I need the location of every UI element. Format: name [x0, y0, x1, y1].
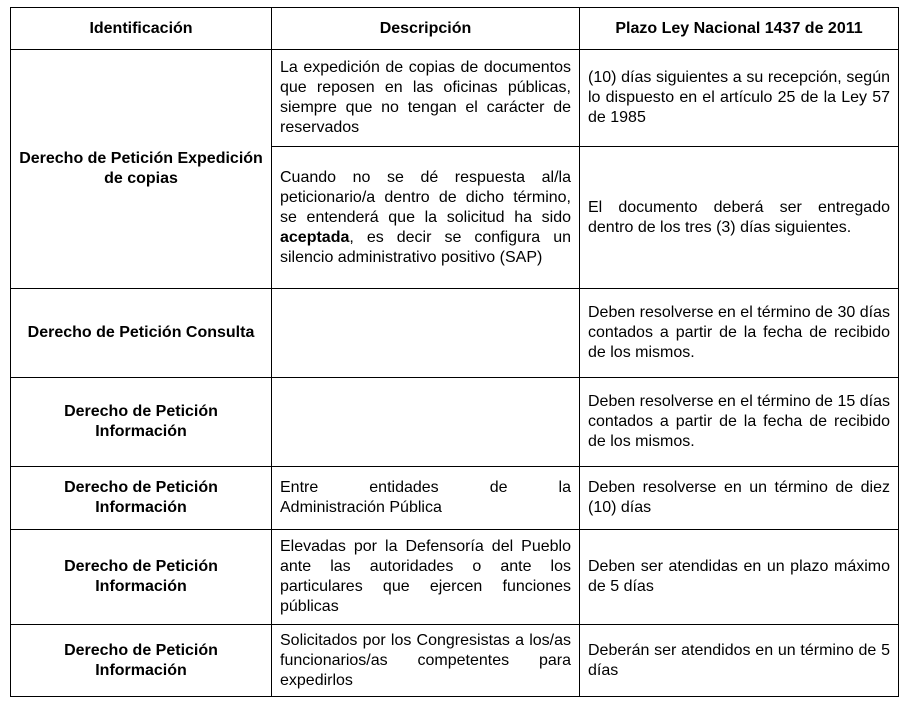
header-plazo: Plazo Ley Nacional 1437 de 2011	[580, 8, 899, 50]
row-descripcion: Solicitados por los Congresistas a los/as funcionarios/as competentes para expedirlos	[272, 625, 580, 697]
table-row	[11, 530, 899, 625]
row-identificacion: Derecho de Petición Consulta	[11, 289, 272, 378]
row-plazo: El documento deberá ser entregado dentro de los tres (3) días siguientes.	[580, 147, 899, 289]
row-identificacion: Derecho de Petición Información	[11, 467, 272, 530]
row-descripcion	[272, 147, 580, 289]
row-plazo: Deben resolverse en el término de 30 días contados a partir de la fecha de recibido de los mismos.	[580, 289, 899, 378]
row-plazo: Deben ser atendidas en un plazo máximo de 5 días	[580, 530, 899, 625]
table-row	[11, 289, 899, 378]
row-identificacion: Derecho de Petición Información	[11, 625, 272, 697]
row-descripcion	[272, 378, 580, 467]
desc-bold-text: aceptada	[280, 228, 350, 246]
plazos-table	[10, 7, 899, 697]
table-row	[11, 625, 899, 697]
row-identificacion: Derecho de Petición Información	[11, 530, 272, 625]
desc-text: , es decir se configura un silencio administrativo positivo (SAP)	[280, 228, 571, 266]
row-identificacion: Derecho de Petición Expedición de copias	[11, 50, 272, 289]
header-identificacion: Identificación	[11, 8, 272, 50]
row-descripcion: Elevadas por la Defensoría del Pueblo ante las autoridades o ante los particulares que ejercen funciones públicas	[272, 530, 580, 625]
desc-line: Administración Pública	[280, 499, 442, 516]
row-plazo: Deben resolverse en un término de diez (10) días	[580, 467, 899, 530]
row-plazo: (10) días siguientes a su recepción, según lo dispuesto en el artículo 25 de la Ley 57 de 1985	[580, 50, 899, 147]
table-row	[11, 467, 899, 530]
header-row	[11, 8, 899, 50]
row-descripcion	[272, 467, 580, 530]
table-row	[11, 378, 899, 467]
desc-line: Entre entidades de la	[280, 479, 571, 496]
desc-text: Cuando no se dé respuesta al/la peticionario/a dentro de dicho término, se entenderá que la solicitud ha sido	[280, 168, 571, 226]
row-plazo: Deben resolverse en el término de 15 días contados a partir de la fecha de recibido de los mismos.	[580, 378, 899, 467]
row-plazo: Deberán ser atendidos en un término de 5 días	[580, 625, 899, 697]
table-row	[11, 50, 899, 147]
row-descripcion: La expedición de copias de documentos que reposen en las oficinas públicas, siempre que no tengan el carácter de reservados	[272, 50, 580, 147]
row-identificacion: Derecho de Petición Información	[11, 378, 272, 467]
header-descripcion: Descripción	[272, 8, 580, 50]
row-descripcion	[272, 289, 580, 378]
